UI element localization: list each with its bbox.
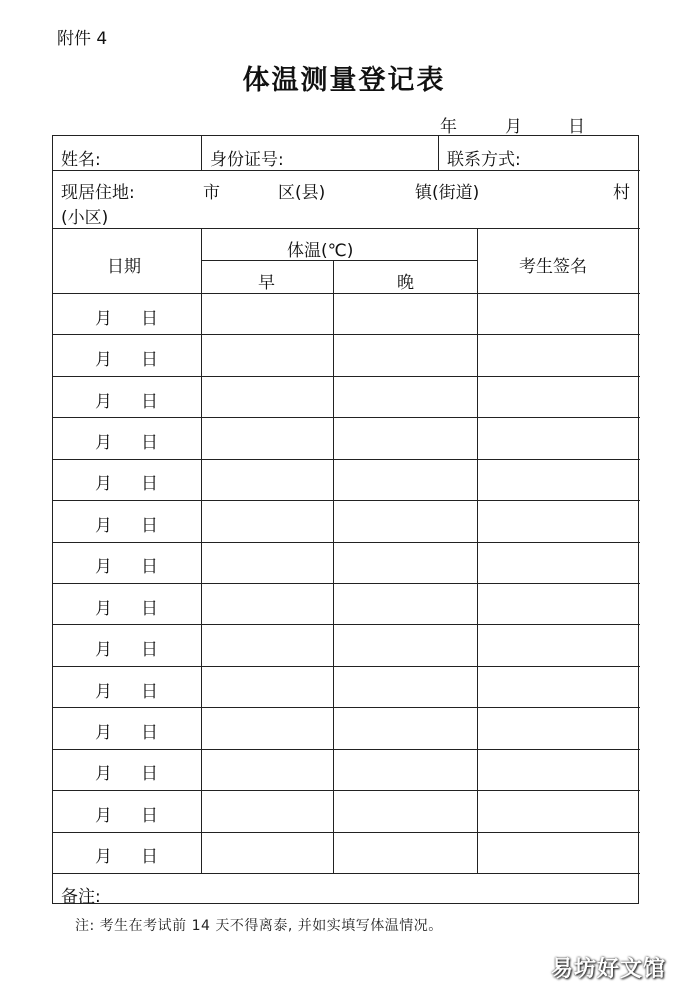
watermark-logo: 易坊好文馆 [550, 957, 666, 982]
row-day-label: 日 [141, 433, 158, 453]
date-year: 年 [440, 117, 457, 137]
row-day-label: 日 [141, 392, 158, 412]
row-day-label: 日 [141, 806, 158, 826]
date-day: 日 [568, 117, 585, 137]
remarks-label: 备注: [61, 887, 101, 907]
col-divider-date [201, 228, 202, 873]
row-divider [53, 832, 640, 833]
row-divider [53, 583, 640, 584]
row-divider [53, 707, 640, 708]
row-divider [53, 459, 640, 460]
row-day-label: 日 [141, 847, 158, 867]
row-month-label: 月 [95, 847, 112, 867]
date-month: 月 [505, 117, 522, 137]
row-day-label: 日 [141, 557, 158, 577]
row-month-label: 月 [95, 392, 112, 412]
col-divider-morning [333, 260, 334, 873]
row-month-label: 月 [95, 806, 112, 826]
row-divider [53, 500, 640, 501]
address-town: 镇(街道) [415, 183, 480, 203]
row-month-label: 月 [95, 640, 112, 660]
row-divider [53, 334, 640, 335]
id-number-label: 身份证号: [210, 150, 284, 170]
evening-column-header: 晚 [397, 273, 414, 293]
contact-label: 联系方式: [447, 150, 521, 170]
signature-column-header: 考生签名 [519, 257, 587, 277]
date-column-header: 日期 [107, 257, 141, 277]
row-day-label: 日 [141, 309, 158, 329]
row-month-label: 月 [95, 474, 112, 494]
row-divider [53, 624, 640, 625]
attachment-label: 附件 4 [57, 29, 108, 49]
row-day-label: 日 [141, 640, 158, 660]
row-divider [53, 666, 640, 667]
footnote: 注: 考生在考试前 14 天不得离泰, 并如实填写体温情况。 [75, 918, 443, 934]
morning-column-header: 早 [258, 273, 275, 293]
row-month-label: 月 [95, 764, 112, 784]
address-label: 现居住地: [61, 183, 135, 203]
address-village: 村 [613, 183, 630, 203]
row-divider [53, 790, 640, 791]
row-day-label: 日 [141, 474, 158, 494]
address-district: 区(县) [278, 183, 326, 203]
col-divider [201, 136, 202, 170]
row-day-label: 日 [141, 599, 158, 619]
row-divider [53, 376, 640, 377]
remarks-divider [53, 873, 640, 874]
row-day-label: 日 [141, 723, 158, 743]
row-day-label: 日 [141, 764, 158, 784]
row-divider [53, 542, 640, 543]
col-divider-evening [477, 228, 478, 873]
row-divider [53, 749, 640, 750]
row-month-label: 月 [95, 599, 112, 619]
row-day-label: 日 [141, 682, 158, 702]
page-title: 体温测量登记表 [242, 65, 446, 96]
address-community: (小区) [61, 208, 109, 228]
row-month-label: 月 [95, 682, 112, 702]
row-month-label: 月 [95, 309, 112, 329]
row-month-label: 月 [95, 516, 112, 536]
row-month-label: 月 [95, 723, 112, 743]
row-month-label: 月 [95, 350, 112, 370]
row-divider [53, 293, 640, 294]
row-day-label: 日 [141, 350, 158, 370]
row-divider [53, 417, 640, 418]
address-city: 市 [203, 183, 220, 203]
row-divider [53, 170, 640, 171]
temperature-column-header: 体温(℃) [287, 241, 354, 261]
name-label: 姓名: [61, 150, 101, 170]
row-month-label: 月 [95, 557, 112, 577]
row-month-label: 月 [95, 433, 112, 453]
row-divider [53, 228, 640, 229]
form-table [52, 135, 639, 907]
row-day-label: 日 [141, 516, 158, 536]
col-divider [438, 136, 439, 170]
